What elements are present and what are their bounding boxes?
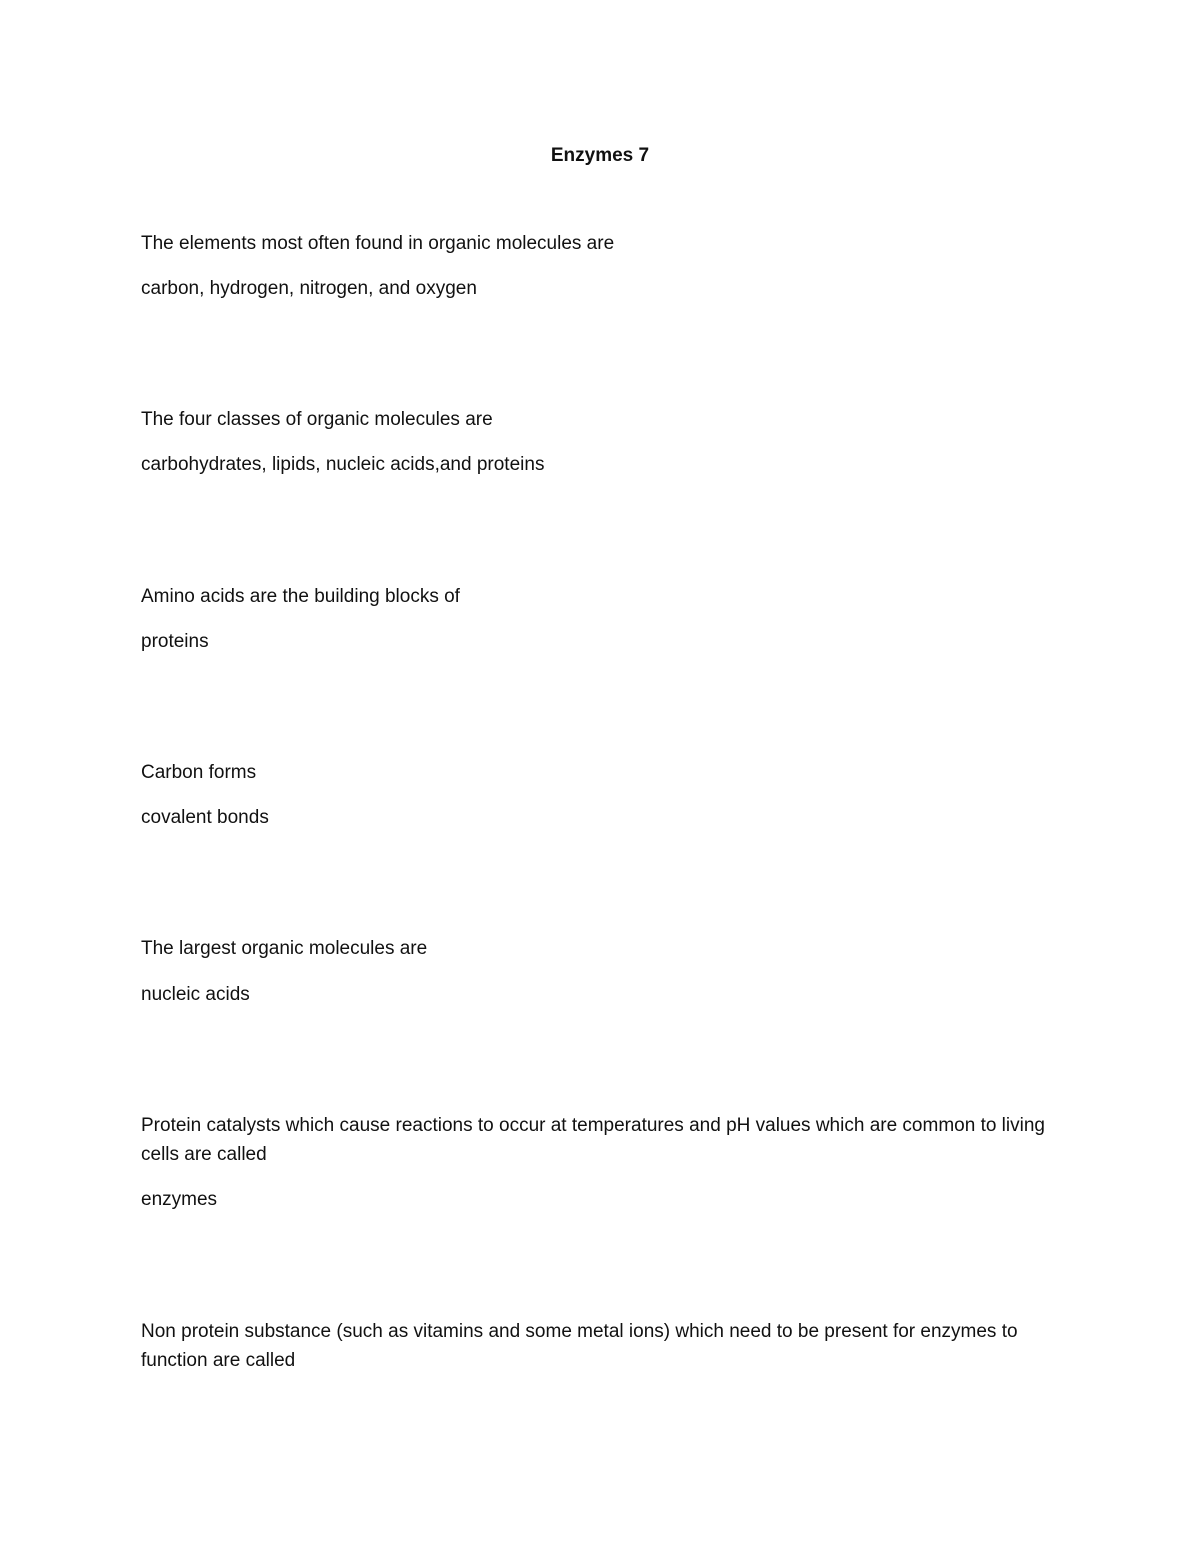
question-6: Protein catalysts which cause reactions to occur at temperatures and pH values which are common to living cells are called <box>141 1115 1045 1165</box>
answer-3: proteins <box>141 631 209 652</box>
question-4: Carbon forms <box>141 762 257 783</box>
question-1: The elements most often found in organic molecules are <box>141 233 615 254</box>
question-5: The largest organic molecules are <box>141 938 428 959</box>
answer-6: enzymes <box>141 1189 218 1210</box>
page-title: Enzymes 7 <box>550 145 650 166</box>
question-7: Non protein substance (such as vitamins and some metal ions) which need to be present for enzymes to function are called <box>141 1321 1018 1371</box>
answer-4: covalent bonds <box>141 807 269 828</box>
question-2: The four classes of organic molecules are <box>141 409 493 430</box>
question-3: Amino acids are the building blocks of <box>141 586 460 607</box>
answer-5: nucleic acids <box>141 984 250 1005</box>
answer-2: carbohydrates, lipids, nucleic acids,and proteins <box>141 454 545 475</box>
answer-1: carbon, hydrogen, nitrogen, and oxygen <box>141 278 477 299</box>
